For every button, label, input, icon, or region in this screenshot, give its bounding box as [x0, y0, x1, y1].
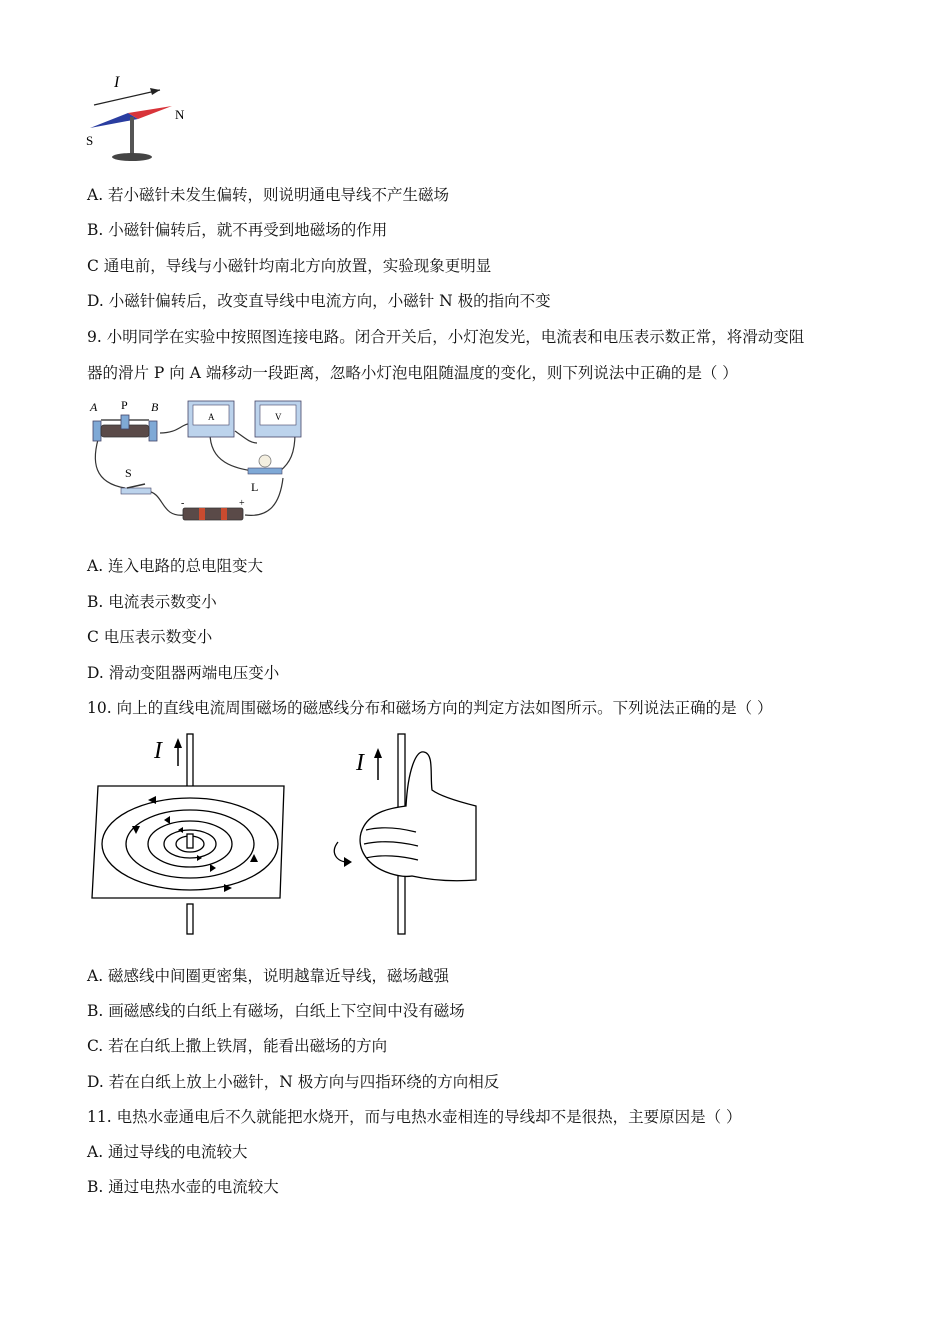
q10-option-b[interactable]: B. 画磁感线的白纸上有磁场，白纸上下空间中没有磁场	[87, 1002, 465, 1020]
wire-bottom	[187, 904, 193, 934]
wire-center	[187, 834, 193, 848]
label-l: L	[251, 480, 259, 494]
q9-option-c[interactable]: C 电压表示数变小	[87, 628, 213, 646]
q8-option-b[interactable]: B. 小磁针偏转后，就不再受到地磁场的作用	[87, 221, 388, 239]
current-arrow-up-icon	[174, 738, 182, 748]
voltmeter-symbol: V	[275, 412, 282, 422]
q9-stem-line1: 9. 小明同学在实验中按照图连接电路。闭合开关后，小灯泡发光，电流表和电压表示数正常，将滑动变阻	[87, 328, 805, 346]
q10-stem: 10. 向上的直线电流周围磁场的磁感线分布和磁场方向的判定方法如图所示。下列说法正确的是（ ）	[87, 699, 773, 717]
right-hand-figure	[320, 730, 490, 940]
wire-line	[94, 90, 160, 105]
q9-option-a[interactable]: A. 连入电路的总电阻变大	[87, 557, 264, 575]
q8-option-a[interactable]: A. 若小磁针未发生偏转，则说明通电导线不产生磁场	[87, 186, 450, 204]
q11-option-b[interactable]: B. 通过电热水壶的电流较大	[87, 1178, 279, 1196]
stand-base	[112, 153, 152, 161]
battery-band-2	[221, 508, 227, 520]
q10-option-c[interactable]: C. 若在白纸上撒上铁屑，能看出磁场的方向	[87, 1037, 388, 1055]
bulb-base	[248, 468, 282, 474]
q10-option-a[interactable]: A. 磁感线中间圈更密集，说明越靠近导线，磁场越强	[87, 967, 450, 985]
rheostat-end-b	[149, 421, 157, 441]
switch-lever	[127, 484, 145, 488]
label-s: S	[125, 466, 132, 480]
battery-minus: -	[181, 498, 185, 509]
q10-option-d[interactable]: D. 若在白纸上放上小磁针，N 极方向与四指环绕的方向相反	[87, 1073, 500, 1091]
current-label-left: I	[154, 738, 162, 764]
north-label: N	[175, 107, 185, 122]
current-arrow-up-icon	[374, 748, 382, 758]
bulb-icon	[259, 455, 271, 467]
q11-stem: 11. 电热水壶通电后不久就能把水烧开，而与电热水壶相连的导线却不是很热，主要原因是（ ）	[87, 1108, 742, 1126]
q9-stem-line2: 器的滑片 P 向 A 端移动一段距离，忽略小灯泡电阻随温度的变化，则下列说法中正确的是（ ）	[87, 364, 738, 382]
switch-base	[121, 488, 151, 494]
q8-option-c[interactable]: C 通电前，导线与小磁针均南北方向放置，实验现象更明显	[87, 257, 492, 275]
rheostat-slider	[121, 415, 129, 429]
compass-figure	[80, 65, 200, 170]
rheostat-end-a	[93, 421, 101, 441]
ammeter-symbol: A	[208, 412, 215, 422]
current-label: I	[114, 74, 120, 91]
south-label: S	[86, 133, 94, 148]
current-arrow-icon	[150, 88, 160, 95]
label-b: B	[151, 400, 159, 414]
q8-option-d[interactable]: D. 小磁针偏转后，改变直导线中电流方向，小磁针 N 极的指向不变	[87, 292, 551, 310]
battery-band-1	[199, 508, 205, 520]
q9-option-b[interactable]: B. 电流表示数变小	[87, 593, 217, 611]
circuit-figure	[85, 393, 355, 533]
label-a: A	[90, 400, 98, 414]
current-label-right: I	[356, 750, 364, 776]
label-p: P	[121, 398, 128, 412]
q9-option-d[interactable]: D. 滑动变阻器两端电压变小	[87, 664, 280, 682]
battery-plus: +	[239, 498, 245, 509]
field-lines-figure	[88, 730, 288, 940]
q11-option-a[interactable]: A. 通过导线的电流较大	[87, 1143, 248, 1161]
curl-arrow-icon	[344, 857, 352, 867]
battery-icon	[183, 508, 243, 520]
